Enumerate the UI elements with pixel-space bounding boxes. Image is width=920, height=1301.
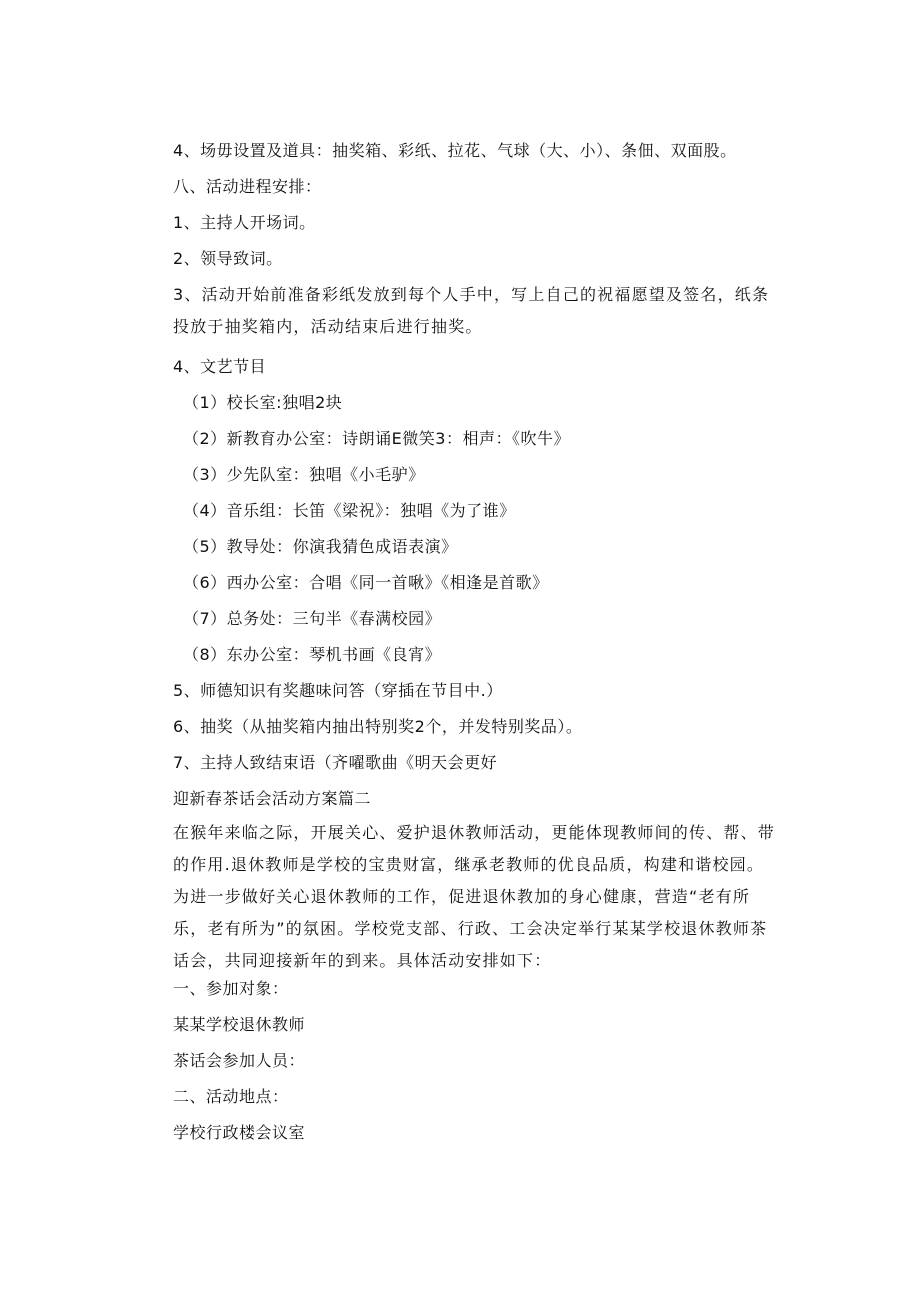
step-6-lottery-draw: 6、抽奖（从抽奖箱内抽出特别奖2个，并发特别奖品）。 (173, 717, 583, 736)
program-item: （3）少先队室：独唱《小毛驴》 (183, 465, 425, 484)
program-item: （7）总务处：三句半《春满校园》 (183, 609, 442, 628)
section-two-title: 迎新春茶话会活动方案篇二 (173, 789, 372, 808)
step-4-performances: 4、文艺节目 (173, 357, 267, 376)
step-2-leader-speech: 2、领导致词。 (173, 249, 283, 268)
program-item: （8）东办公室：琴机书画《良宵》 (183, 645, 442, 664)
step-7-closing: 7、主持人致结束语（齐嚁歌曲《明天会更好 (173, 753, 498, 772)
program-item: （2）新教育办公室：诗朗诵E微笑3：相声：《吹牛》 (183, 429, 570, 448)
location-value: 学校行政楼会议室 (173, 1123, 306, 1142)
participants-value: 某某学校退休教师 (173, 1015, 306, 1034)
participants-heading: 一、参加对象： (173, 979, 289, 998)
program-item: （4）音乐组：长笛《梁祝》：独唱《为了谁》 (183, 501, 516, 520)
program-item: （1）校长室:独唱2块 (183, 393, 343, 412)
intro-paragraph: 在猴年来临之际，开展关心、爱护退休教师活动，更能体现教师间的传、帮、带的作用.退休教师是学校的宝贵财富，继承老教师的优良品质，构建和谐校园。为进一步做好关心退休教师的工作，促进退休教加的身心健康，营造“老有所乐，老有所为”的氛困。学校党支部、行政、工会决定举行某某学校退休教师茶话会，共同迎接新年的到来。具体活动安排如下： (173, 823, 776, 970)
program-item: （6）西办公室：合唱《同一首啾》《相逢是首歌》 (183, 573, 549, 592)
step-3-text: 3、活动开始前准备彩纸发放到每个人手中，写上自己的祝福愿望及签名，纸条投放于抽奖箱内，活动结束后进行抽奖。 (173, 285, 770, 336)
program-item: （5）教导处：你演我猜色成语表演》 (183, 537, 458, 556)
step-3-lottery-paragraph (173, 279, 773, 343)
venue-props-item: 4、场毋设置及道具：抽奖箱、彩纸、拉花、气球（大、小）、条佃、双面股。 (173, 141, 737, 160)
attendees-label: 茶话会参加人员： (173, 1051, 306, 1070)
location-heading: 二、活动地点： (173, 1087, 289, 1106)
step-1-opening: 1、主持人开场词。 (173, 213, 316, 232)
schedule-heading: 八、活动进程安排： (173, 177, 322, 196)
step-5-quiz: 5、师德知识有奖趣味问答（穿插在节目中.） (173, 681, 503, 700)
